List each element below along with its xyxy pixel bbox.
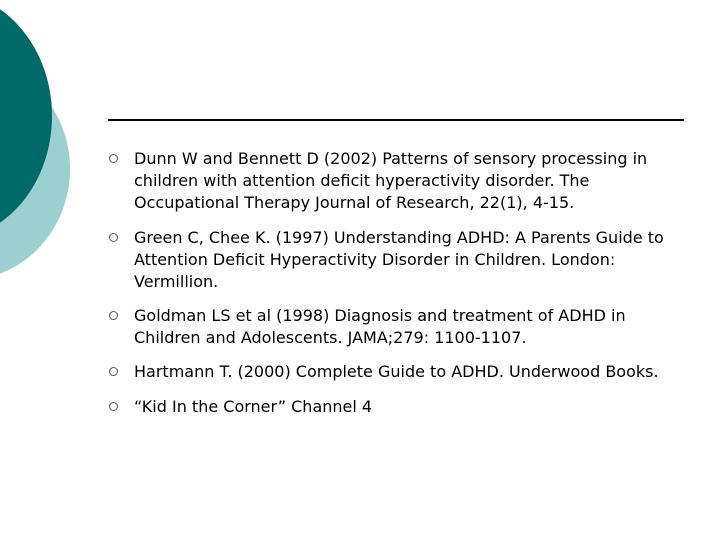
- reference-list: [108, 148, 688, 418]
- reference-item: [108, 361, 688, 383]
- reference-text: Hartmann T. (2000) Complete Guide to ADHD. Underwood Books.: [134, 362, 659, 381]
- title-divider: [108, 119, 684, 121]
- reference-item: [108, 305, 688, 349]
- hollow-circle-bullet-icon: [109, 367, 118, 376]
- reference-text: “Kid In the Corner” Channel 4: [134, 397, 373, 416]
- reference-item: [108, 227, 688, 293]
- reference-item: [108, 396, 688, 418]
- reference-text: Goldman LS et al (1998) Diagnosis and treatment of ADHD in Children and Adolescents. JAMA;279: 1100-1107.: [134, 306, 626, 347]
- hollow-circle-bullet-icon: [109, 233, 118, 242]
- hollow-circle-bullet-icon: [109, 402, 118, 411]
- hollow-circle-bullet-icon: [109, 154, 118, 163]
- reference-text: Dunn W and Bennett D (2002) Patterns of sensory processing in children with attention deficit hyperactivity disorder. The Occupational Therapy Journal of Research, 22(1), 4-15.: [134, 149, 648, 212]
- hollow-circle-bullet-icon: [109, 311, 118, 320]
- reference-text: Green C, Chee K. (1997) Understanding ADHD: A Parents Guide to Attention Deficit Hyperactivity Disorder in Children. London: Vermillion.: [134, 228, 664, 291]
- reference-item: [108, 148, 688, 214]
